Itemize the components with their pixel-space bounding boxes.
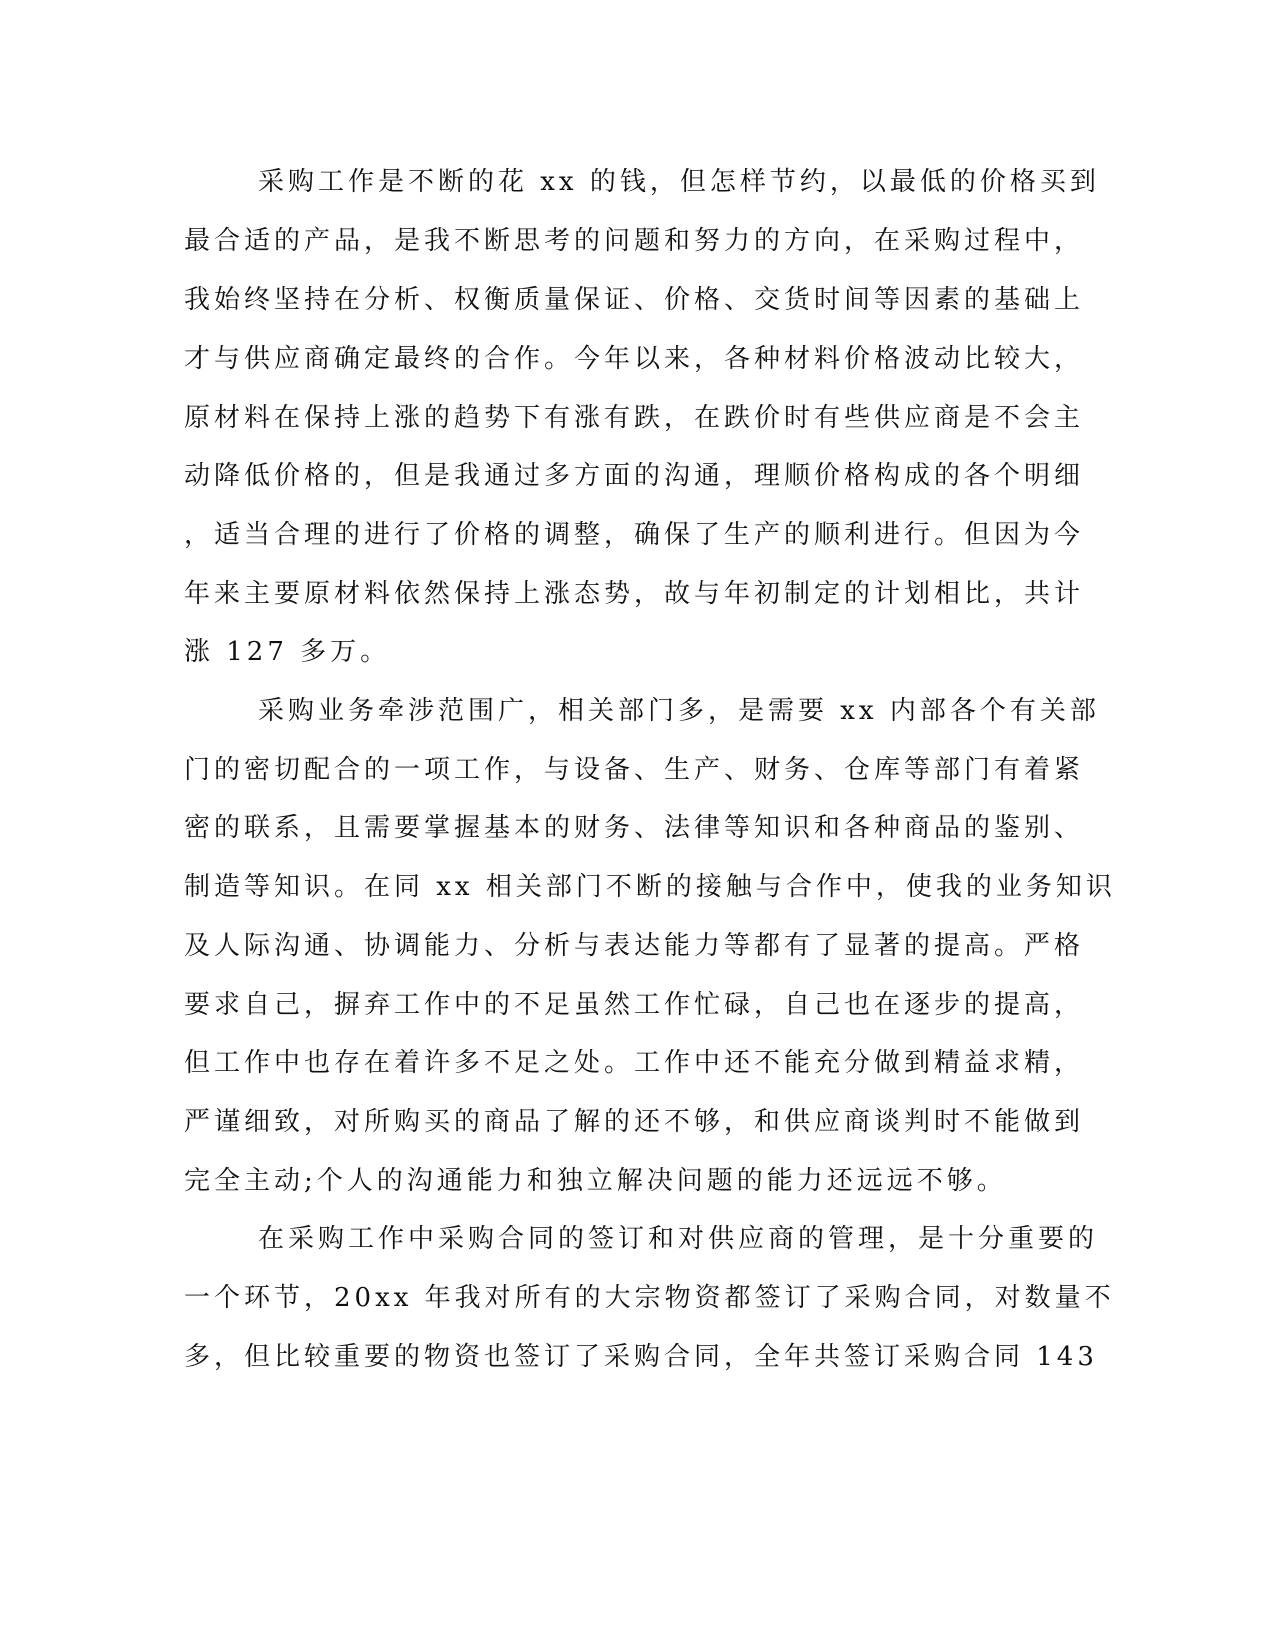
paragraph-2-line-3: 密的联系，且需要掌握基本的财务、法律等知识和各种商品的鉴别、 <box>184 813 1085 843</box>
paragraph-3-line-1: 在采购工作中采购合同的签订和对供应商的管理，是十分重要的 <box>258 1224 1099 1254</box>
paragraph-1-line-8: 年来主要原材料依然保持上涨态势，故与年初制定的计划相比，共计 <box>184 579 1085 609</box>
paragraph-2-line-4: 制造等知识。在同 xx 相关部门不断的接触与合作中，使我的业务知识 <box>184 872 1116 902</box>
paragraph-1-line-5: 原材料在保持上涨的趋势下有涨有跌，在跌价时有些供应商是不会主 <box>184 403 1085 433</box>
paragraph-2-line-6: 要求自己，摒弃工作中的不足虽然工作忙碌，自己也在逐步的提高， <box>184 990 1085 1020</box>
paragraph-1-line-2: 最合适的产品，是我不断思考的问题和努力的方向，在采购过程中， <box>184 226 1085 256</box>
paragraph-3-line-3: 多，但比较重要的物资也签订了采购合同，全年共签订采购合同 143 <box>184 1342 1098 1372</box>
paragraph-1-line-6: 动降低价格的，但是我通过多方面的沟通，理顺价格构成的各个明细 <box>184 461 1085 491</box>
paragraph-2-line-9: 完全主动;个人的沟通能力和独立解决问题的能力还远远不够。 <box>184 1166 1007 1196</box>
paragraph-2-line-7: 但工作中也存在着许多不足之处。工作中还不能充分做到精益求精， <box>184 1048 1085 1078</box>
paragraph-1-line-4: 才与供应商确定最终的合作。今年以来，各种材料价格波动比较大， <box>184 344 1085 374</box>
paragraph-1-line-3: 我始终坚持在分析、权衡质量保证、价格、交货时间等因素的基础上 <box>184 285 1085 315</box>
paragraph-2-line-5: 及人际沟通、协调能力、分析与表达能力等都有了显著的提高。严格 <box>184 931 1085 961</box>
paragraph-2-line-1: 采购业务牵涉范围广，相关部门多，是需要 xx 内部各个有关部 <box>258 696 1100 726</box>
paragraph-1-line-9: 涨 127 多万。 <box>184 637 391 667</box>
paragraph-1-line-1: 采购工作是不断的花 xx 的钱，但怎样节约，以最低的价格买到 <box>258 167 1100 197</box>
paragraph-2-line-2: 门的密切配合的一项工作，与设备、生产、财务、仓库等部门有着紧 <box>184 755 1085 785</box>
paragraph-2-line-8: 严谨细致，对所购买的商品了解的还不够，和供应商谈判时不能做到 <box>184 1107 1085 1137</box>
paragraph-3-line-2: 一个环节，20xx 年我对所有的大宗物资都签订了采购合同，对数量不 <box>184 1283 1115 1313</box>
paragraph-1-line-7: ，适当合理的进行了价格的调整，确保了生产的顺利进行。但因为今 <box>184 520 1085 550</box>
